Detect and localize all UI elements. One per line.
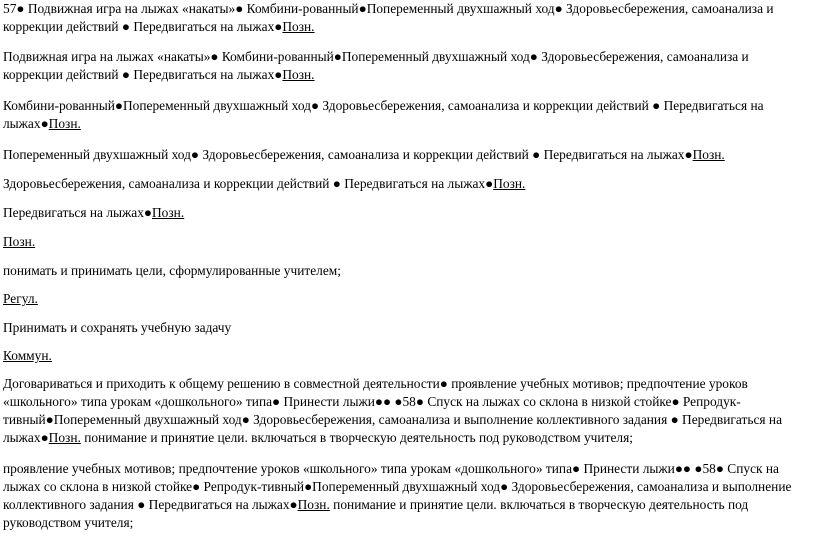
paragraph-2 (3, 48, 811, 84)
pozn-link[interactable]: Позн. (282, 67, 315, 82)
paragraph-text: Попеременный двухшажный ход● Здоровьесбережения, самоанализа и коррекции действий ● Передвигаться на лыжах● (3, 147, 693, 162)
pozn-link[interactable]: Позн. (48, 116, 81, 131)
paragraph-9 (3, 290, 811, 308)
paragraph-8 (3, 262, 811, 280)
paragraph-10 (3, 319, 811, 337)
paragraph-text: 57● Подвижная игра на лыжах «накаты»● Комбини-рованный●Попеременный двухшажный ход● Здоровьесбережения, самоанализа и коррекции действий ● Передвигаться на лыжах● (3, 1, 774, 34)
kommun-heading-link[interactable]: Коммун. (3, 348, 52, 363)
paragraph-text: Подвижная игра на лыжах «накаты»● Комбини-рованный●Попеременный двухшажный ход● Здоровьесбережения, самоанализа и коррекции действий ● Передвигаться на лыжах● (3, 49, 749, 82)
paragraph-6 (3, 204, 811, 222)
paragraph-text: проявление учебных мотивов; предпочтение уроков «школьного» типа урокам «дошкольного» типа● Принести лыжи●● ●58● Спуск на лыжах со склона в низкой стойке● Репродук-тивный●Попеременный двухшажный ход● Здоровьесбережения, самоанализа и выполнение коллективного задания ● Передвигаться на лыжах● (3, 461, 792, 512)
pozn-link[interactable]: Позн. (297, 497, 330, 512)
pozn-link[interactable]: Позн. (152, 205, 185, 220)
pozn-heading-link[interactable]: Позн. (3, 234, 36, 249)
paragraph-text: Комбини-рованный●Попеременный двухшажный ход● Здоровьесбережения, самоанализа и коррекции действий ● Передвигаться на лыжах● (3, 98, 764, 131)
paragraph-tail: понимание и принятие цели. включаться в творческую деятельность под руководством учителя; (80, 430, 633, 445)
paragraph-text: Передвигаться на лыжах● (3, 205, 152, 220)
paragraph-7 (3, 233, 811, 251)
paragraph-13 (3, 460, 811, 532)
paragraph-text: Договариваться и приходить к общему решению в совместной деятельности● проявление учебных мотивов; предпочтение уроков «школьного» типа урокам «дошкольного» типа● Принести лыжи●● ●58● Спуск на лыжах со склона в низкой стойке● Репродук-тивный●Попеременный двухшажный ход● Здоровьесбережения, самоанализа и выполнение коллективного задания ● Передвигаться на лыжах● (3, 376, 783, 445)
paragraph-3 (3, 97, 811, 133)
pozn-link[interactable]: Позн. (692, 147, 725, 162)
paragraph-text: Принимать и сохранять учебную задачу (3, 320, 232, 335)
paragraph-text: понимать и принимать цели, сформулированные учителем; (3, 263, 342, 278)
pozn-link[interactable]: Позн. (48, 430, 81, 445)
paragraph-tail: понимание и принятие цели. включаться в творческую деятельность под руководством учителя; (3, 497, 749, 530)
pozn-link[interactable]: Позн. (282, 19, 315, 34)
paragraph-text: Здоровьесбережения, самоанализа и коррекции действий ● Передвигаться на лыжах● (3, 176, 494, 191)
paragraph-1 (3, 0, 811, 36)
paragraph-4 (3, 146, 811, 164)
regul-heading-link[interactable]: Регул. (3, 291, 38, 306)
paragraph-11 (3, 347, 811, 365)
paragraph-12 (3, 375, 811, 447)
pozn-link[interactable]: Позн. (493, 176, 526, 191)
paragraph-5 (3, 175, 811, 193)
